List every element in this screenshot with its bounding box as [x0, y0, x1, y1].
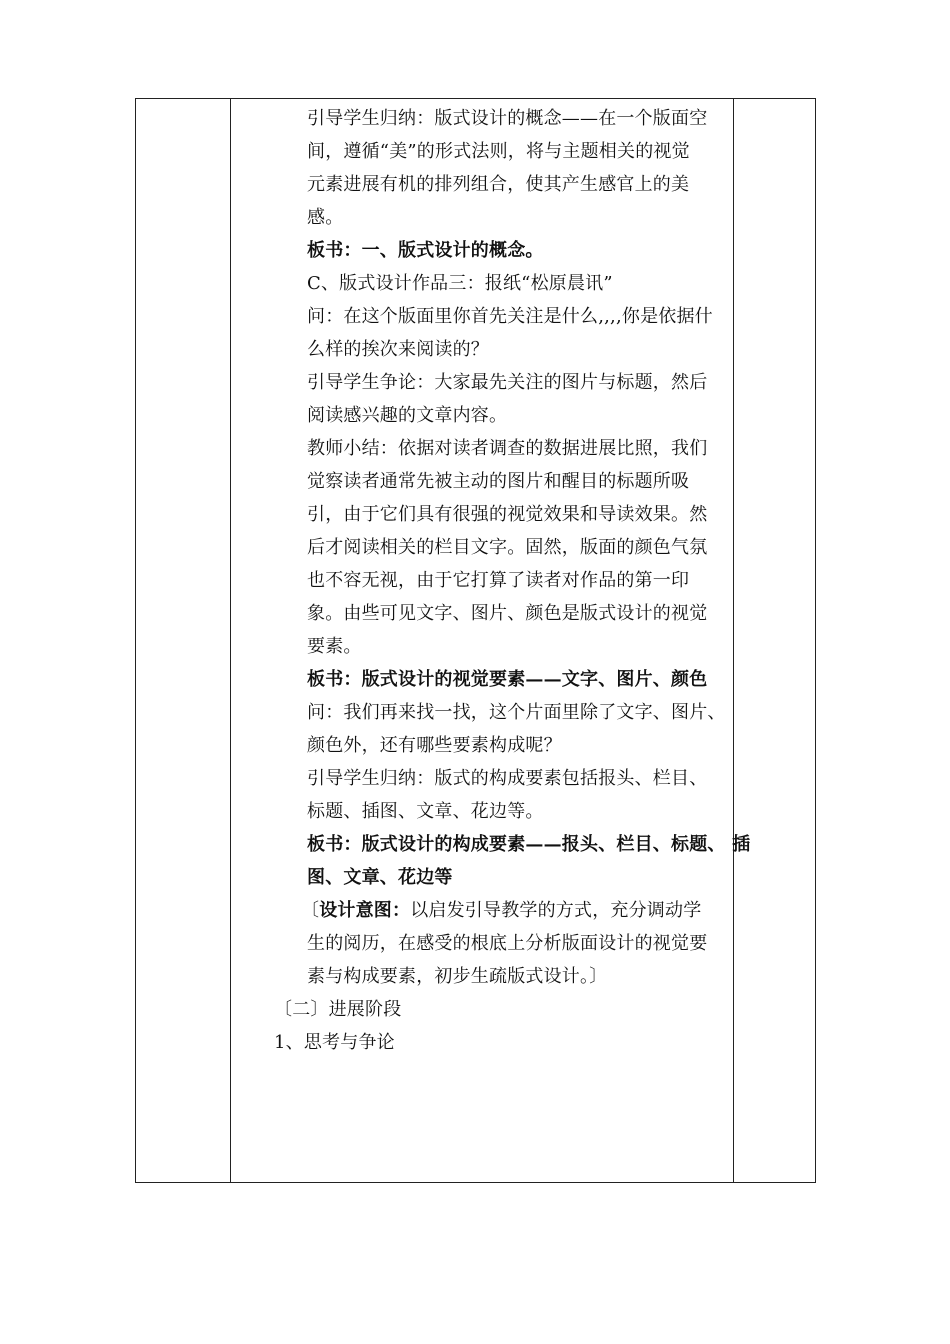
column-divider-right [733, 99, 734, 1182]
text-line: 引导学生归纳：版式的构成要素包括报头、栏目、 [307, 768, 708, 789]
text-line: 后才阅读相关的栏目文字。固然，版面的颜色气氛 [307, 537, 708, 558]
text-line: 象。由些可见文字、图片、颜色是版式设计的视觉 [307, 603, 708, 624]
text-line: 问：在这个版面里你首先关注是什么,,,,你是依据什 [307, 306, 713, 327]
text-line: 问：我们再来找一找，这个片面里除了文字、图片、 [307, 702, 726, 723]
text-line: 么样的挨次来阅读的？ [307, 339, 489, 360]
board-note-line: 板书：版式设计的构成要素——报头、栏目、标题、 插 [307, 834, 751, 855]
text-line: 间，遵循“美”的形式法则，将与主题相关的视觉 [307, 141, 690, 162]
text-line: 引导学生争论：大家最先关注的图片与标题，然后 [307, 372, 708, 393]
lesson-plan-table [135, 98, 816, 1183]
text-line: 阅读感兴趣的文章内容。 [307, 405, 508, 426]
text-line: 元素进展有机的排列组合，使其产生感官上的美 [307, 174, 690, 195]
text-line: 觉察读者通常先被主动的图片和醒目的标题所吸 [307, 471, 690, 492]
text-line: 也不容无视，由于它打算了读者对作品的第一印 [307, 570, 690, 591]
subsection-heading: 1、思考与争论 [274, 1032, 395, 1053]
design-intent-line: 素与构成要素，初步生疏版式设计。〕 [307, 966, 608, 987]
board-note-line: 板书：一、版式设计的概念。 [307, 240, 544, 261]
text-line: 引，由于它们具有很强的视觉效果和导读效果。然 [307, 504, 708, 525]
board-note-line: 图、文章、花边等 [307, 867, 453, 888]
design-intent-line: 生的阅历，在感受的根底上分析版面设计的视觉要 [307, 933, 708, 954]
design-intent-label: 设计意图： [319, 900, 411, 921]
text-line: 教师小结：依据对读者调查的数据进展比照，我们 [307, 438, 708, 459]
text-line: 感。 [307, 207, 344, 228]
text-line: 引导学生归纳：版式设计的概念——在一个版面空 [307, 108, 708, 129]
text-line: 颜色外，还有哪些要素构成呢？ [307, 735, 562, 756]
text-line: 要素。 [307, 636, 362, 657]
lesson-content-cell [231, 99, 751, 1182]
board-note-line: 板书：版式设计的视觉要素——文字、图片、颜色 [307, 669, 708, 690]
text-line: 标题、插图、文章、花边等。 [307, 801, 544, 822]
section-heading: 〔二〕进展阶段 [274, 999, 402, 1020]
text-line: C、版式设计作品三：报纸“松原晨讯” [307, 273, 613, 294]
design-intent-bracket: 〔 [301, 900, 320, 921]
design-intent-text: 以启发引导教学的方式，充分调动学 [410, 900, 702, 921]
design-intent-line [301, 894, 701, 927]
